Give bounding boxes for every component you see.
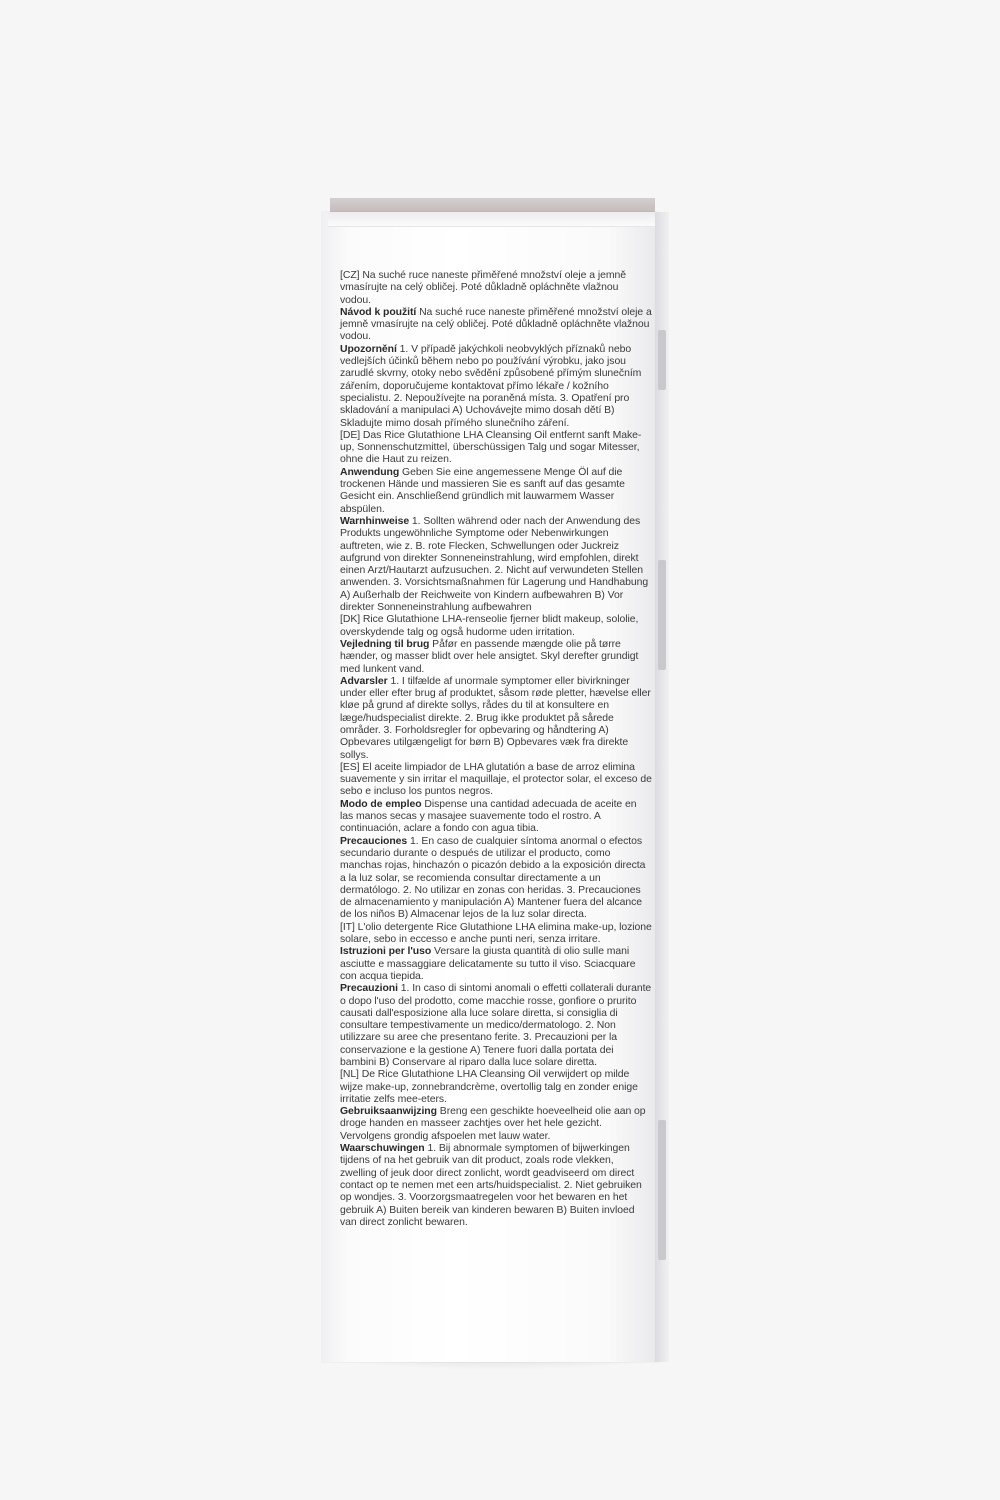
section-label: Warnhinweise bbox=[340, 515, 410, 527]
section-text: [DE] Das Rice Glutathione LHA Cleansing Oil entfernt sanft Make-up, Sonnenschutzmittel, überschüssigen Talg und sogar Mitesser, ohne die Haut zu reizen. bbox=[340, 429, 642, 466]
section-text: 1. I tilfælde af unormale symptomer eller bivirkninger under eller efter brug af produktet, såsom røde pletter, hævelse eller kløe på grund af direkte sollys, rådes du til at konsultere en læge/hudspecialist direkte. 2. Brug ikke produktet på sårede områder. 3. Forholdsregler for opbevaring og håndtering A) Opbevares utilgængeligt for børn B) Opbevares væk fra direkte sollys. bbox=[340, 675, 651, 761]
section-label: Návod k použití bbox=[340, 306, 417, 318]
text-section-dk-usage bbox=[340, 639, 652, 676]
section-text: [NL] De Rice Glutathione LHA Cleansing Oil verwijdert op milde wijze make-up, zonnebrandcrème, overtollig talg en zonder enige irritatie zelfs mee-eters. bbox=[340, 1069, 638, 1105]
text-section-it-usage bbox=[340, 946, 652, 983]
section-text: [CZ] Na suché ruce naneste přiměřené množství oleje a jemně vmasírujte na celý obličej. Poté důkladně opláchněte vlažnou vodou. bbox=[340, 270, 626, 306]
text-section-cz-warnings bbox=[340, 344, 652, 430]
section-label: Advarsler bbox=[340, 675, 388, 687]
text-section-dk-warnings bbox=[340, 676, 652, 762]
text-section-nl-usage bbox=[340, 1106, 652, 1143]
section-text: Breng een geschikte hoeveelheid olie aan op droge handen en masseer zachtjes over het hele gezicht. Vervolgens grondig afspoelen met lauw water. bbox=[340, 1106, 646, 1142]
section-label: Vejledning til brug bbox=[340, 638, 430, 650]
box-fold-edge bbox=[328, 212, 658, 227]
section-text: Na suché ruce naneste přiměřené množství oleje a jemně vmasírujte na celý obličej. Poté důkladně opláchněte vlažnou vodou. bbox=[340, 306, 652, 343]
text-section-es-usage bbox=[340, 799, 652, 836]
side-print-mark bbox=[658, 1120, 666, 1260]
section-text: 1. Sollten während oder nach der Anwendung des Produkts ungewöhnliche Symptome oder Nebenwirkungen auftreten, wie z. B. rote Flecken, Schwellungen oder Juckreiz aufgrund von direkter Sonneneinstrahlung, wird empfohlen, direkt einen Arzt/Hautarzt aufzusuchen. 2. Nicht auf verwundeten Stellen anwenden. 3. Vorsichtsmaßnahmen für Lagerung und Handhabung A) Außerhalb der Reichweite von Kindern aufbewahren B) Vor direkter Sonneneinstrahlung aufbewahren bbox=[340, 515, 649, 614]
text-section-it-intro bbox=[340, 922, 652, 947]
section-label: Anwendung bbox=[340, 466, 400, 478]
section-label: Gebruiksaanwijzing bbox=[340, 1106, 437, 1118]
text-section-de-intro bbox=[340, 430, 652, 467]
section-label: Upozornění bbox=[340, 343, 397, 355]
section-text: 1. Bij abnormale symptomen of bijwerkingen tijdens of na het gebruik van dit product, zoals rode vlekken, zwelling of jeuk door direct zonlicht, wordt geadviseerd om direct contact op te nemen met een arts/huidspecialist. 2. Niet gebruiken op wondjes. 3. Voorzorgsmaatregelen voor het bewaren en het gebruik A) Buiten bereik van kinderen bewaren B) Buiten invloed van direct zonlicht bewaren. bbox=[340, 1143, 642, 1228]
text-section-de-usage bbox=[340, 467, 652, 516]
section-text: [ES] El aceite limpiador de LHA glutatión a base de arroz elimina suavemente y sin irritar el maquillaje, el protector solar, el exceso de sebo e incluso los puntos negros. bbox=[340, 761, 652, 798]
text-section-nl-intro bbox=[340, 1069, 652, 1106]
section-text: [IT] L'olio detergente Rice Glutathione LHA elimina make-up, lozione solare, sebo in eccesso e anche punti neri, senza irritare. bbox=[340, 921, 652, 946]
text-section-es-warnings bbox=[340, 836, 652, 922]
text-section-it-warnings bbox=[340, 983, 652, 1069]
text-section-cz-intro bbox=[340, 270, 652, 307]
section-text: Versare la giusta quantità di olio sulle mani asciutte e massaggiare delicatamente su tutto il viso. Sciacquare con acqua tiepida. bbox=[340, 946, 636, 982]
ingredients-instructions-text bbox=[340, 270, 652, 1229]
text-section-nl-warnings bbox=[340, 1143, 652, 1229]
side-print-mark bbox=[658, 560, 666, 670]
section-label: Modo de empleo bbox=[340, 798, 422, 810]
section-text: [DK] Rice Glutathione LHA-renseolie fjerner blidt makeup, sololie, overskydende talg og også hudorme uden irritation. bbox=[340, 614, 639, 638]
section-text: 1. V případě jakýchkoli neobvyklých příznaků nebo vedlejších účinků během nebo po používání výrobku, jako jsou zarudlé skvrny, otoky nebo svědění způsobené přímým slunečním zářením, doporučujeme kontaktovat přímo lékaře / kožního specialistu. 2. Nepoužívejte na poraněná místa. 3. Opatření pro skladování a manipulaci A) Uchovávejte mimo dosah dětí B) Skladujte mimo dosah přímého slunečního záření. bbox=[340, 343, 642, 429]
section-label: Waarschuwingen bbox=[340, 1143, 425, 1155]
text-section-dk-intro bbox=[340, 614, 652, 639]
section-label: Precauciones bbox=[340, 835, 408, 847]
section-text: 1. In caso di sintomi anomali o effetti collaterali durante o dopo l'uso del prodotto, come macchie rosse, gonfiore o prurito causati dall'esposizione alla luce solare diretta, si consiglia di consultare tempestivamente un medico/dermatologo. 2. Non utilizzare su aree che presentano ferite. 3. Precauzioni per la conservazione e la gestione A) Tenere fuori dalla portata dei bambini B) Conservare al riparo dalla luce solare diretta. bbox=[340, 983, 652, 1068]
section-text: 1. En caso de cualquier síntoma anormal o efectos secundario durante o después de utilizar el producto, como manchas rojas, hinchazón o picazón debido a la exposición directa a la luz solar, se recomienda consultar directamente a un dermatólogo. 2. No utilizar en zonas con heridas. 3. Precauciones de almacenamiento y manipulación A) Mantener fuera del alcance de los niños B) Almacenar lejos de la luz solar directa. bbox=[340, 835, 646, 921]
section-text: Dispense una cantidad adecuada de aceite en las manos secas y masajee suavemente todo el rostro. A continuación, aclare a fondo con agua tibia. bbox=[340, 798, 637, 835]
section-label: Istruzioni per l'uso bbox=[340, 946, 432, 958]
text-section-es-intro bbox=[340, 762, 652, 799]
side-print-mark bbox=[658, 330, 666, 390]
text-section-cz-usage bbox=[340, 307, 652, 344]
section-text: Geben Sie eine angemessene Menge Öl auf die trockenen Hände und massieren Sie es sanft auf das gesamte Gesicht ein. Anschließend gründlich mit lauwarmem Wasser abspülen. bbox=[340, 466, 625, 515]
section-label: Precauzioni bbox=[340, 983, 398, 995]
text-section-de-warnings bbox=[340, 516, 652, 614]
section-text: Påfør en passende mængde olie på tørre hænder, og masser blidt over hele ansigtet. Skyl derefter grundigt med lunkent vand. bbox=[340, 638, 639, 675]
